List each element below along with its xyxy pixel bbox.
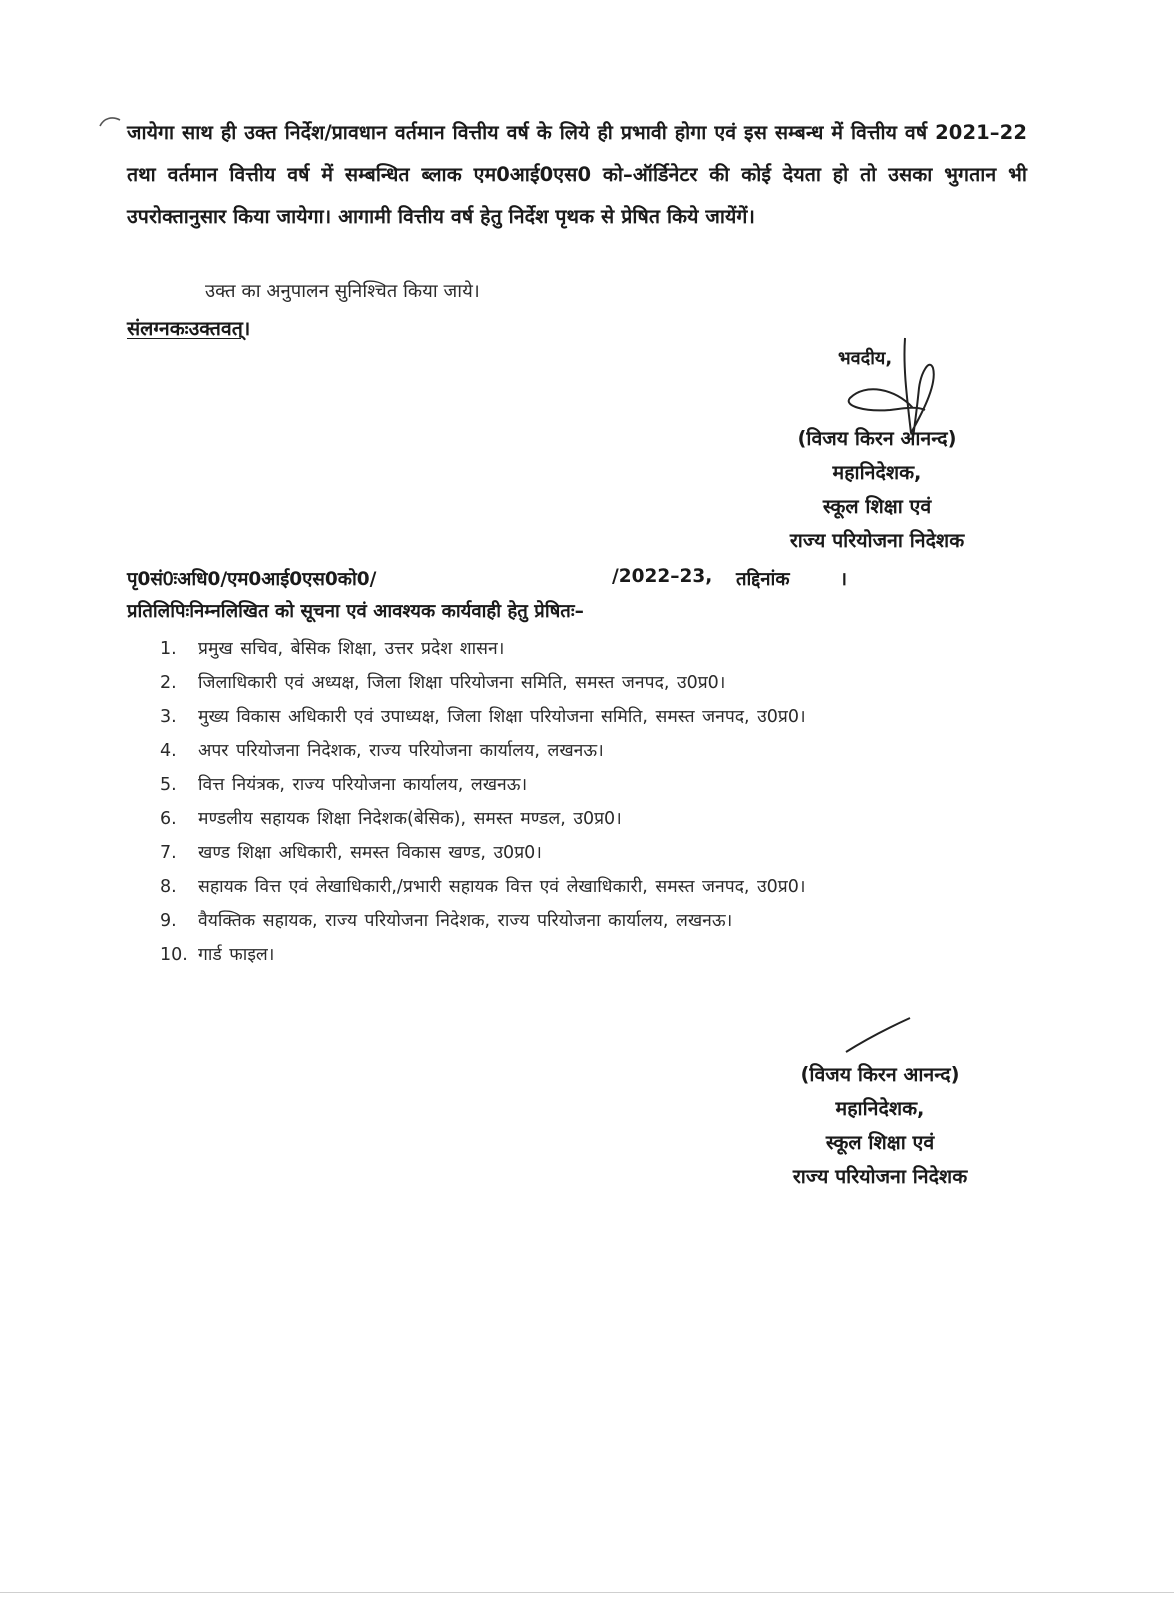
copy-to-list bbox=[160, 632, 1030, 972]
body-paragraph: जायेगा साथ ही उक्त निर्देश/प्रावधान वर्तमान वित्तीय वर्ष के लिये ही प्रभावी होगा एवं इस सम्बन्ध में वित्तीय वर्ष 2021–22 तथा वर्तमान वित्तीय वर्ष में सम्बन्धित ब्लाक एम0आई0एस0 को–ऑर्डिनेटर की कोई देयता हो तो उसका भुगतान भी उपरोक्तानुसार किया जायेगा। आगामी वित्तीय वर्ष हेतु निर्देश पृथक से प्रेषित किये जायेंगें। bbox=[127, 121, 1027, 228]
enclosure-tail: । bbox=[242, 317, 251, 340]
list-item bbox=[160, 734, 1030, 768]
signatory-name-1: (विजय किरन आनन्द) bbox=[797, 427, 957, 450]
signatory-designation-2c: राज्य परियोजना निदेशक bbox=[792, 1165, 968, 1188]
compliance-line: उक्त का अनुपालन सुनिश्चित किया जाये। bbox=[205, 281, 480, 302]
signature-block-2 bbox=[755, 1058, 1005, 1194]
list-item-text: खण्ड शिक्षा अधिकारी, समस्त विकास खण्ड, उ0प्र0। bbox=[198, 843, 542, 863]
list-item-number: 1. bbox=[160, 639, 177, 659]
signatory-designation-2a: महानिदेशक, bbox=[835, 1097, 925, 1120]
salutation: भवदीय, bbox=[838, 348, 893, 369]
handwritten-signature-2 bbox=[840, 1012, 920, 1057]
list-item-text: अपर परियोजना निदेशक, राज्य परियोजना कार्यालय, लखनऊ। bbox=[198, 741, 604, 761]
list-item-text: सहायक वित्त एवं लेखाधिकारी,/प्रभारी सहायक वित्त एवं लेखाधिकारी, समस्त जनपद, उ0प्र0। bbox=[198, 877, 806, 897]
enclosure-label: संलग्नकःउक्तवत् bbox=[127, 317, 243, 340]
list-item-text: वैयक्तिक सहायक, राज्य परियोजना निदेशक, राज्य परियोजना कार्यालय, लखनऊ। bbox=[198, 911, 733, 931]
list-item-number: 3. bbox=[160, 707, 177, 727]
signatory-designation-1a: महानिदेशक, bbox=[832, 461, 922, 484]
list-item-number: 9. bbox=[160, 911, 177, 931]
list-item-number: 8. bbox=[160, 877, 177, 897]
list-item bbox=[160, 870, 1030, 904]
scan-corner-mark bbox=[96, 112, 126, 132]
signatory-designation-1c: राज्य परियोजना निदेशक bbox=[789, 529, 965, 552]
signature-block-1 bbox=[752, 422, 1002, 558]
list-item-number: 7. bbox=[160, 843, 177, 863]
copy-to-heading: प्रतिलिपिःनिम्नलिखित को सूचना एवं आवश्यक कार्यवाही हेतु प्रेषितः– bbox=[127, 601, 584, 622]
list-item bbox=[160, 632, 1030, 666]
list-item-number: 4. bbox=[160, 741, 177, 761]
list-item-text: वित्त नियंत्रक, राज्य परियोजना कार्यालय, लखनऊ। bbox=[198, 775, 528, 795]
list-item bbox=[160, 700, 1030, 734]
list-item-number: 5. bbox=[160, 775, 177, 795]
list-item-text: प्रमुख सचिव, बेसिक शिक्षा, उत्तर प्रदेश शासन। bbox=[198, 639, 505, 659]
list-item-number: 6. bbox=[160, 809, 177, 829]
reference-year: /2022–23, bbox=[612, 566, 713, 587]
list-item-number: 2. bbox=[160, 673, 177, 693]
signatory-designation-1b: स्कूल शिक्षा एवं bbox=[822, 495, 932, 518]
list-item-text: गार्ड फाइल। bbox=[198, 945, 275, 965]
reference-number: पृ0सं0ःअधि0/एम0आई0एस0को0/ bbox=[127, 569, 377, 590]
list-item bbox=[160, 938, 1030, 972]
list-item bbox=[160, 802, 1030, 836]
reference-tail: । bbox=[840, 569, 848, 590]
list-item-text: मण्डलीय सहायक शिक्षा निदेशक(बेसिक), समस्त मण्डल, उ0प्र0। bbox=[198, 809, 622, 829]
list-item bbox=[160, 666, 1030, 700]
list-item bbox=[160, 904, 1030, 938]
list-item-text: मुख्य विकास अधिकारी एवं उपाध्यक्ष, जिला शिक्षा परियोजना समिति, समस्त जनपद, उ0प्र0। bbox=[198, 707, 806, 727]
list-item-number: 10. bbox=[160, 945, 188, 965]
list-item bbox=[160, 768, 1030, 802]
enclosure-line bbox=[127, 314, 250, 341]
signatory-name-2: (विजय किरन आनन्द) bbox=[800, 1063, 960, 1086]
signatory-designation-2b: स्कूल शिक्षा एवं bbox=[825, 1131, 935, 1154]
reference-date: तद्दिनांक bbox=[736, 569, 790, 590]
list-item bbox=[160, 836, 1030, 870]
list-item-text: जिलाधिकारी एवं अध्यक्ष, जिला शिक्षा परियोजना समिति, समस्त जनपद, उ0प्र0। bbox=[198, 673, 726, 693]
page-edge-line bbox=[0, 1592, 1174, 1593]
